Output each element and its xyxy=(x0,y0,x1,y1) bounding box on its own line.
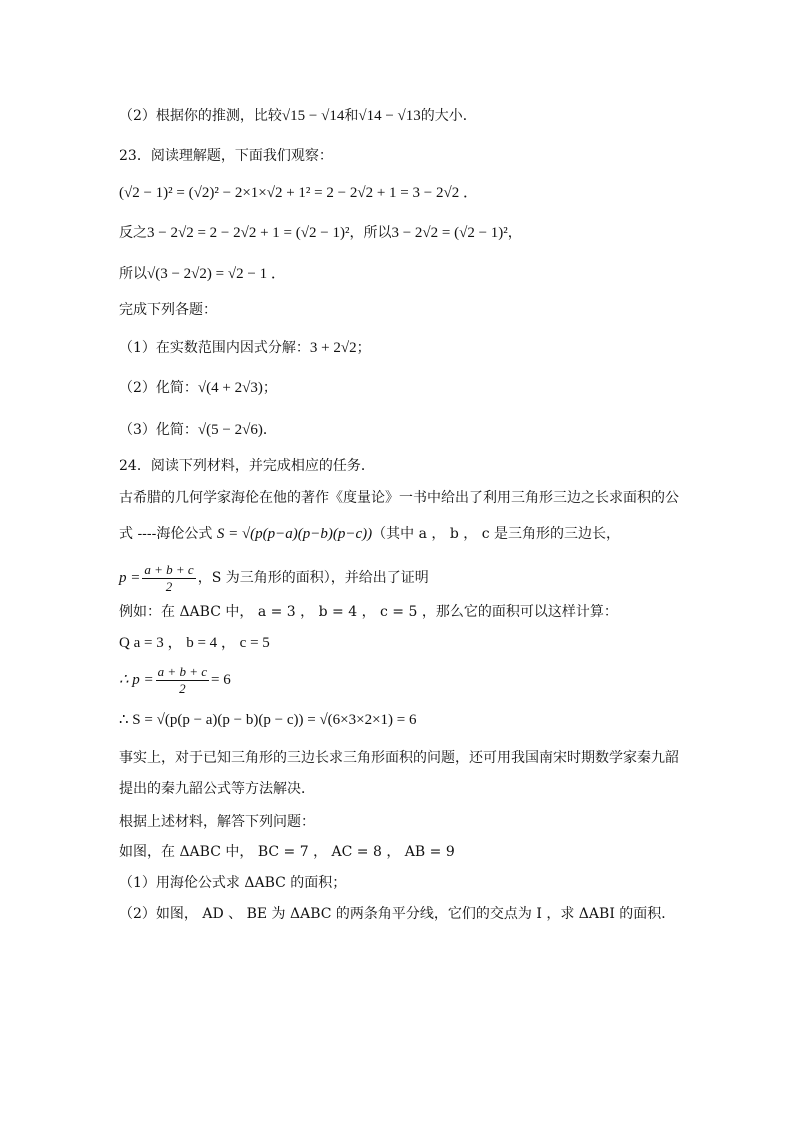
math-expression: √(3 − 2√2) = √2 − 1 ． xyxy=(147,266,286,282)
q24-answer-heading: 根据上述材料，解答下列问题： xyxy=(119,814,315,830)
q24-fact-1: 事实上，对于已知三角形的三边长求三角形面积的问题，还可用我国南宋时期数学家秦九韶 xyxy=(119,750,679,766)
q24-example: 例如：在 ΔABC 中， a = 3 ， b = 4 ， c = 5 ，那么它的面积可以这样计算： xyxy=(119,604,618,620)
fraction-denominator: 2 xyxy=(179,680,186,696)
math-expression: p = xyxy=(119,570,141,586)
math-expression: 3 + 2√2 xyxy=(309,340,357,356)
fraction-numerator: a + b + c xyxy=(157,663,207,679)
math-expression: 3 − 2√2 = (√2 − 1)² xyxy=(391,225,508,241)
q24-given: Q a = 3 ， b = 4 ， c = 5 xyxy=(119,635,270,651)
math-expression: 3 − 2√2 = 2 − 2√2 + 1 = (√2 − 1)² xyxy=(147,225,350,241)
fraction-denominator: 2 xyxy=(165,578,173,594)
q23-task-2 xyxy=(119,378,277,398)
text: 式 ----海伦公式 xyxy=(119,526,213,542)
q24-paragraph-1: 古希腊的几何学家海伦在他的著作《度量论》一书中给出了利用三角形三边之长求面积的公 xyxy=(119,490,679,506)
q24-question-2: （2）如图， AD 、 BE 为 ΔABC 的两条角平分线，它们的交点为 I ，求 ΔABI 的面积． xyxy=(119,906,676,922)
math-expression: √15 − √14 xyxy=(281,108,345,124)
q24-fact-2: 提出的秦九韶公式等方法解决． xyxy=(119,781,315,797)
text: （2）化简： xyxy=(119,380,198,396)
text: （1）在实数范围内因式分解： xyxy=(119,340,310,356)
text: ， xyxy=(507,225,522,241)
text: ． xyxy=(262,422,277,438)
math-expression: √(4 + 2√3) xyxy=(197,380,263,396)
q23-tasks-heading: 完成下列各题： xyxy=(119,302,217,318)
text: （其中 a ， b ， c 是三角形的三边长， xyxy=(372,526,621,542)
q23-title: 23．阅读理解题，下面我们观察： xyxy=(119,148,333,164)
q24-p-calc xyxy=(119,662,231,698)
q23-task-3 xyxy=(119,420,277,440)
q24-paragraph-3 xyxy=(119,560,429,596)
fraction-numerator: a + b + c xyxy=(144,561,194,577)
q24-paragraph-2 xyxy=(119,524,620,544)
text: ； xyxy=(356,340,371,356)
text: （2）根据你的推测，比较 xyxy=(119,108,282,124)
q24-question-1: （1）用海伦公式求 ΔABC 的面积； xyxy=(119,875,347,891)
text: 的大小． xyxy=(420,108,477,124)
q24-figure-statement: 如图，在 ΔABC 中， BC = 7 ， AC = 8 ， AB = 9 xyxy=(119,844,455,860)
math-expression: √14 − √13 xyxy=(358,108,421,124)
q24-s-calc: ∴ S = √(p(p − a)(p − b)(p − c)) = √(6×3×2×1) = 6 xyxy=(119,712,417,728)
math-expression: √(5 − 2√6) xyxy=(197,422,263,438)
fraction xyxy=(142,562,195,595)
math-expression: = 6 xyxy=(211,672,231,688)
heron-formula: S = √(p(p−a)(p−b)(p−c)) xyxy=(216,526,373,542)
q23-task-1 xyxy=(119,338,371,358)
text: ； xyxy=(262,380,277,396)
text: 所以 xyxy=(119,266,147,282)
math-expression: ∴ p = xyxy=(119,672,154,688)
q23-line-3 xyxy=(119,264,286,284)
q22-part2 xyxy=(119,106,477,126)
q23-line-2 xyxy=(119,223,522,243)
fraction xyxy=(156,664,209,697)
text: ，所以 xyxy=(349,225,392,241)
q23-equation-1: (√2 − 1)² = (√2)² − 2×1×√2 + 1² = 2 − 2√2 + 1 = 3 − 2√2 ． xyxy=(119,185,478,201)
text: 反之 xyxy=(119,225,147,241)
text: ，S 为三角形的面积），并给出了证明 xyxy=(197,570,429,586)
text: 和 xyxy=(344,108,359,124)
text: （3）化简： xyxy=(119,422,198,438)
q24-title: 24．阅读下列材料，并完成相应的任务． xyxy=(119,458,375,474)
